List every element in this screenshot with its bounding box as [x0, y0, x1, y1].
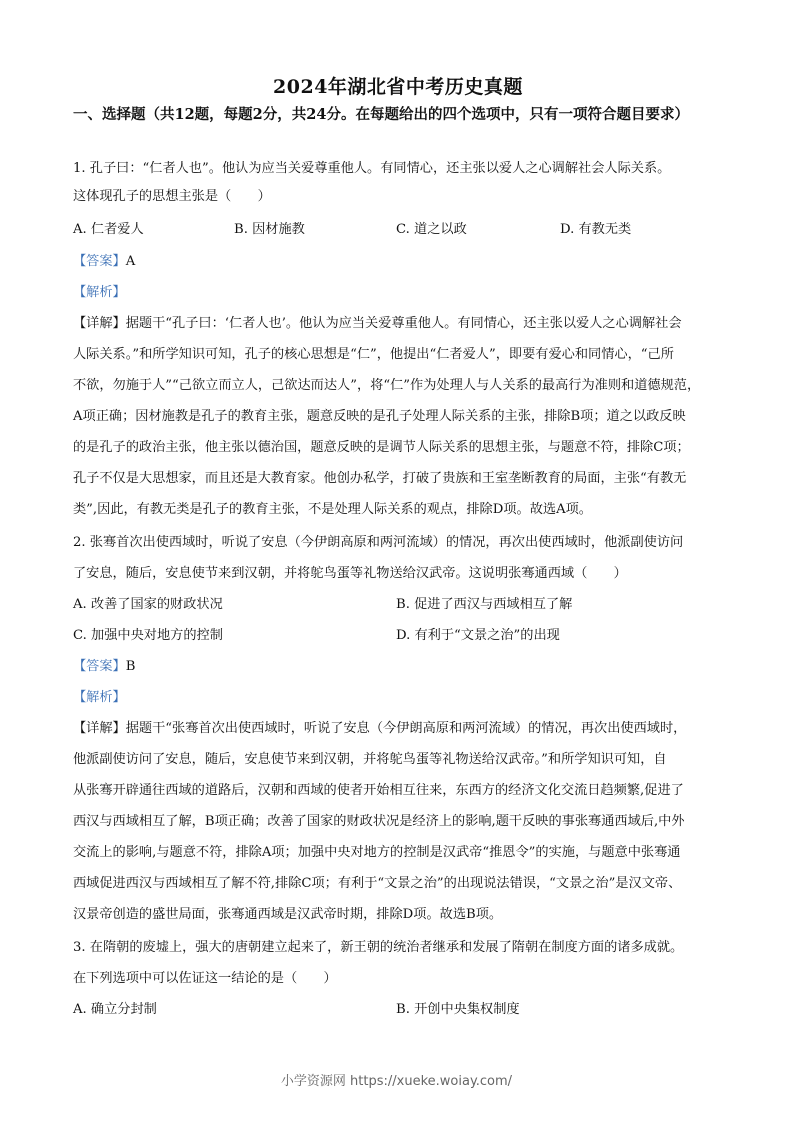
answer-value: B: [125, 659, 136, 674]
q2-answer: [73, 658, 135, 676]
detail-label: 【详解】: [73, 316, 126, 331]
answer-value: A: [125, 254, 136, 269]
q1-detail-line-5: 的是孔子的政治主张，他主张以德治国，题意反映的是调节人际关系的思想主张，与题意不符，排除C项；: [73, 440, 690, 455]
q1-option-b: B. 因材施教: [234, 222, 305, 237]
section-heading: 一、选择题（共12题，每题2分，共24分。在每题给出的四个选项中，只有一项符合题目要求）: [73, 106, 689, 123]
footer-watermark: 小学资源网 https://xueke.woiay.com/: [280, 1074, 513, 1089]
q2-option-b: B. 促进了西汉与西域相互了解: [396, 597, 573, 612]
q2-detail-line-6: 西域促进西汉与西域相互了解不符,排除C项；有利于“文景之治”的出现说法错误，“文景之治”是汉文帝、: [73, 876, 682, 891]
q1-detail-line-1: 【详解】据题干“孔子曰：‘仁者人也’。他认为应当关爱尊重他人。有同情心，还主张以爱人之心调解社会: [73, 316, 682, 331]
q1-option-d: D. 有教无类: [560, 222, 632, 237]
q2-detail-line-3: 从张骞开辟通往西域的道路后，汉朝和西域的使者开始相互往来，东西方的经济文化交流日趋频繁,促进了: [73, 783, 684, 798]
q1-detail-line-4: A项正确；因材施教是孔子的教育主张，题意反映的是孔子处理人际关系的主张，排除B项；道之以政反映: [73, 409, 686, 424]
detail-label: 【详解】: [73, 721, 126, 736]
answer-label: 【答案】: [73, 659, 126, 674]
q1-stem-line-2: 这体现孔子的思想主张是（ ）: [73, 189, 271, 204]
q1-option-c: C. 道之以政: [396, 222, 467, 237]
q2-detail-line-7: 汉景帝创造的盛世局面，张骞通西域是汉武帝时期，排除D项。故选B项。: [73, 907, 503, 922]
q2-detail-line-4: 西汉与西域相互了解，B项正确；改善了国家的财政状况是经济上的影响,题干反映的事张骞通西域后,中外: [73, 814, 685, 829]
q3-stem-line-2: 在下列选项中可以佐证这一结论的是（ ）: [73, 971, 337, 986]
q2-option-a: A. 改善了国家的财政状况: [73, 597, 223, 612]
q2-stem-line-2: 了安息，随后，安息使节来到汉朝，并将鸵鸟蛋等礼物送给汉武帝。这说明张骞通西域（ ）: [73, 566, 627, 581]
q2-detail-line-5: 交流上的影响,与题意不符，排除A项；加强中央对地方的控制是汉武帝“推恩令”的实施，与题意中张骞通: [73, 845, 681, 860]
q1-detail-line-6: 孔子不仅是大思想家，而且还是大教育家。他创办私学，打破了贵族和王室垄断教育的局面，主张“有教无: [73, 471, 687, 486]
q1-option-a: A. 仁者爱人: [73, 222, 144, 237]
q3-option-b: B. 开创中央集权制度: [396, 1002, 520, 1017]
q2-option-d: D. 有利于“文景之治”的出现: [396, 628, 560, 643]
q2-detail-line-1: 【详解】据题干“张骞首次出使西域时，听说了安息（今伊朗高原和两河流域）的情况，再次出使西域时，: [73, 721, 687, 736]
q1-analysis-label: 【解析】: [73, 285, 126, 300]
q2-detail-line-2: 他派副使访问了安息，随后，安息使节来到汉朝，并将鸵鸟蛋等礼物送给汉武帝。”和所学知识可知，自: [73, 752, 667, 767]
q2-stem-line-1: 2. 张骞首次出使西域时，听说了安息（今伊朗高原和两河流域）的情况，再次出使西域时，他派副使访问: [73, 535, 684, 550]
page-title: 2024年湖北省中考历史真题: [273, 76, 523, 98]
q1-stem-line-1: 1. 孔子曰：“仁者人也”。他认为应当关爱尊重他人。有同情心，还主张以爱人之心调解社会人际关系。: [73, 161, 671, 176]
q3-option-a: A. 确立分封制: [73, 1002, 157, 1017]
q1-detail-line-7: 类”,因此，有教无类是孔子的教育主张，不是处理人际关系的观点，排除D项。故选A项。: [73, 502, 592, 517]
q1-answer: [73, 253, 135, 271]
q3-stem-line-1: 3. 在隋朝的废墟上，强大的唐朝建立起来了，新王朝的统治者继承和发展了隋朝在制度方面的诸多成就。: [73, 940, 684, 955]
q1-detail-line-2: 人际关系。”和所学知识可知，孔子的核心思想是“仁”，他提出“仁者爱人”，即要有爱心和同情心，“己所: [73, 347, 674, 362]
q2-option-c: C. 加强中央对地方的控制: [73, 628, 223, 643]
q2-analysis-label: 【解析】: [73, 690, 126, 705]
q1-detail-line-3: 不欲，勿施于人”“己欲立而立人，己欲达而达人”，将“仁”作为处理人与人关系的最高行为准则和道德规范，: [73, 378, 701, 393]
answer-label: 【答案】: [73, 254, 126, 269]
